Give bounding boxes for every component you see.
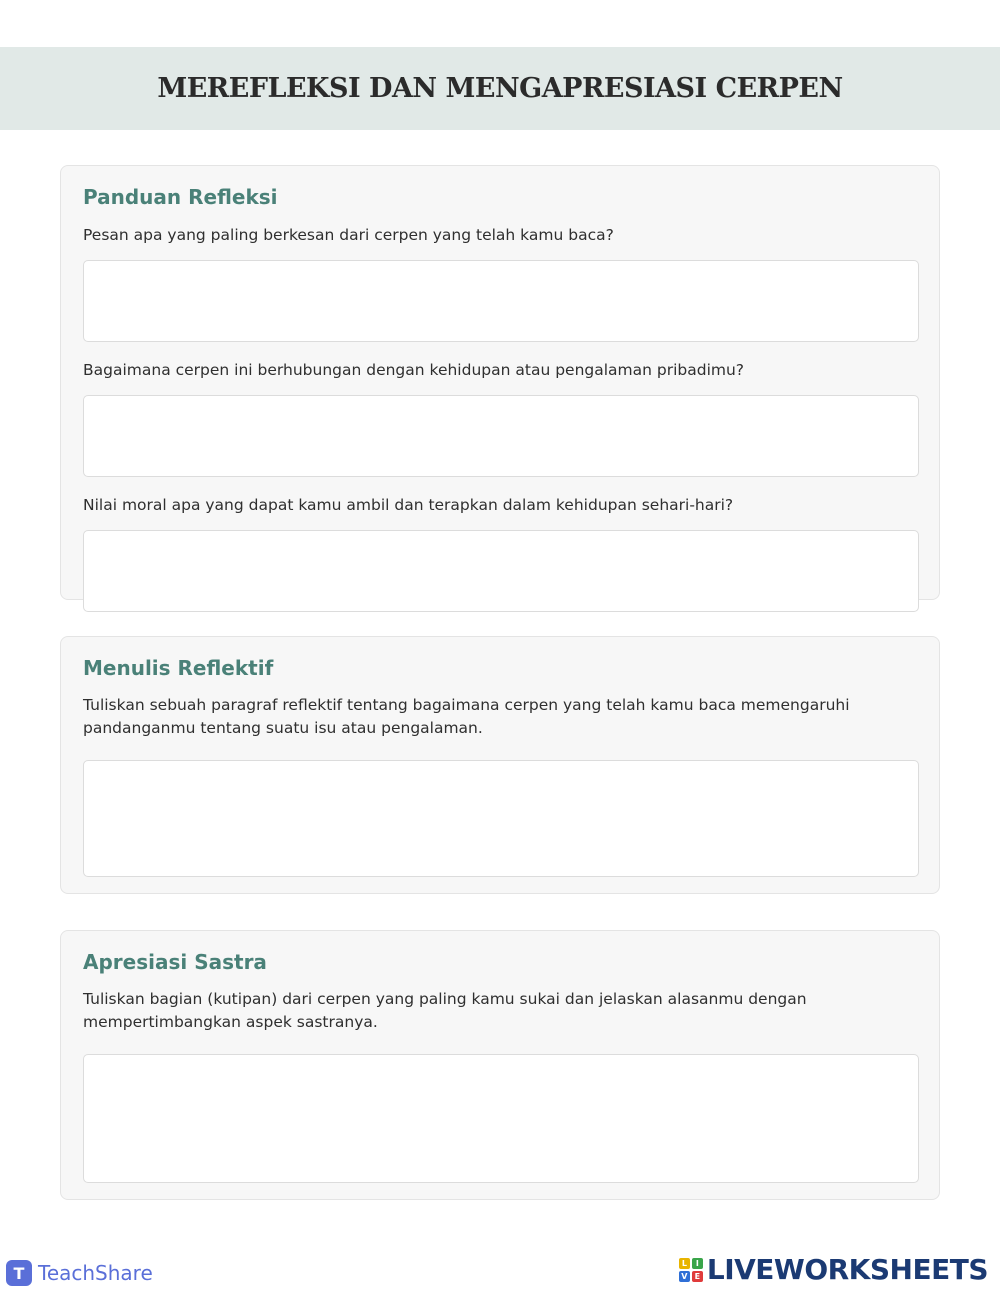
logo-letter: E — [692, 1271, 703, 1282]
logo-letter: L — [679, 1258, 690, 1269]
section-menulis-reflektif — [60, 636, 940, 894]
question-3: Nilai moral apa yang dapat kamu ambil dan terapkan dalam kehidupan sehari-hari? — [83, 496, 734, 514]
question-1: Pesan apa yang paling berkesan dari cerpen yang telah kamu baca? — [83, 226, 614, 244]
liveworksheets-logo-icon — [679, 1258, 703, 1282]
question-2: Bagaimana cerpen ini berhubungan dengan kehidupan atau pengalaman pribadimu? — [83, 361, 745, 379]
section-panduan-refleksi — [60, 165, 940, 600]
section-title: Menulis Reflektif — [83, 656, 274, 680]
question-4: Tuliskan sebuah paragraf reflektif tentang bagaimana cerpen yang telah kamu baca memengaruhi pandanganmu tentang suatu isu atau pengalaman. — [83, 696, 850, 737]
liveworksheets-label: LIVEWORKSHEETS — [706, 1253, 988, 1286]
answer-box-1[interactable] — [83, 260, 919, 342]
teachshare-brand[interactable] — [6, 1260, 153, 1286]
header-band — [0, 47, 1000, 130]
liveworksheets-brand[interactable] — [679, 1253, 988, 1286]
answer-box-3[interactable] — [83, 530, 919, 612]
teachshare-label: TeachShare — [38, 1261, 153, 1285]
section-title: Apresiasi Sastra — [83, 950, 267, 974]
question-5: Tuliskan bagian (kutipan) dari cerpen yang paling kamu sukai dan jelaskan alasanmu dengan mempertimbangkan aspek sastranya. — [83, 990, 807, 1031]
section-apresiasi-sastra — [60, 930, 940, 1200]
logo-letter: V — [679, 1271, 690, 1282]
answer-box-2[interactable] — [83, 395, 919, 477]
teachshare-logo-icon: T — [6, 1260, 32, 1286]
answer-box-5[interactable] — [83, 1054, 919, 1183]
page-title: MEREFLEKSI DAN MENGAPRESIASI CERPEN — [157, 73, 843, 104]
answer-box-4[interactable] — [83, 760, 919, 877]
section-title: Panduan Refleksi — [83, 185, 278, 209]
logo-letter: I — [692, 1258, 703, 1269]
